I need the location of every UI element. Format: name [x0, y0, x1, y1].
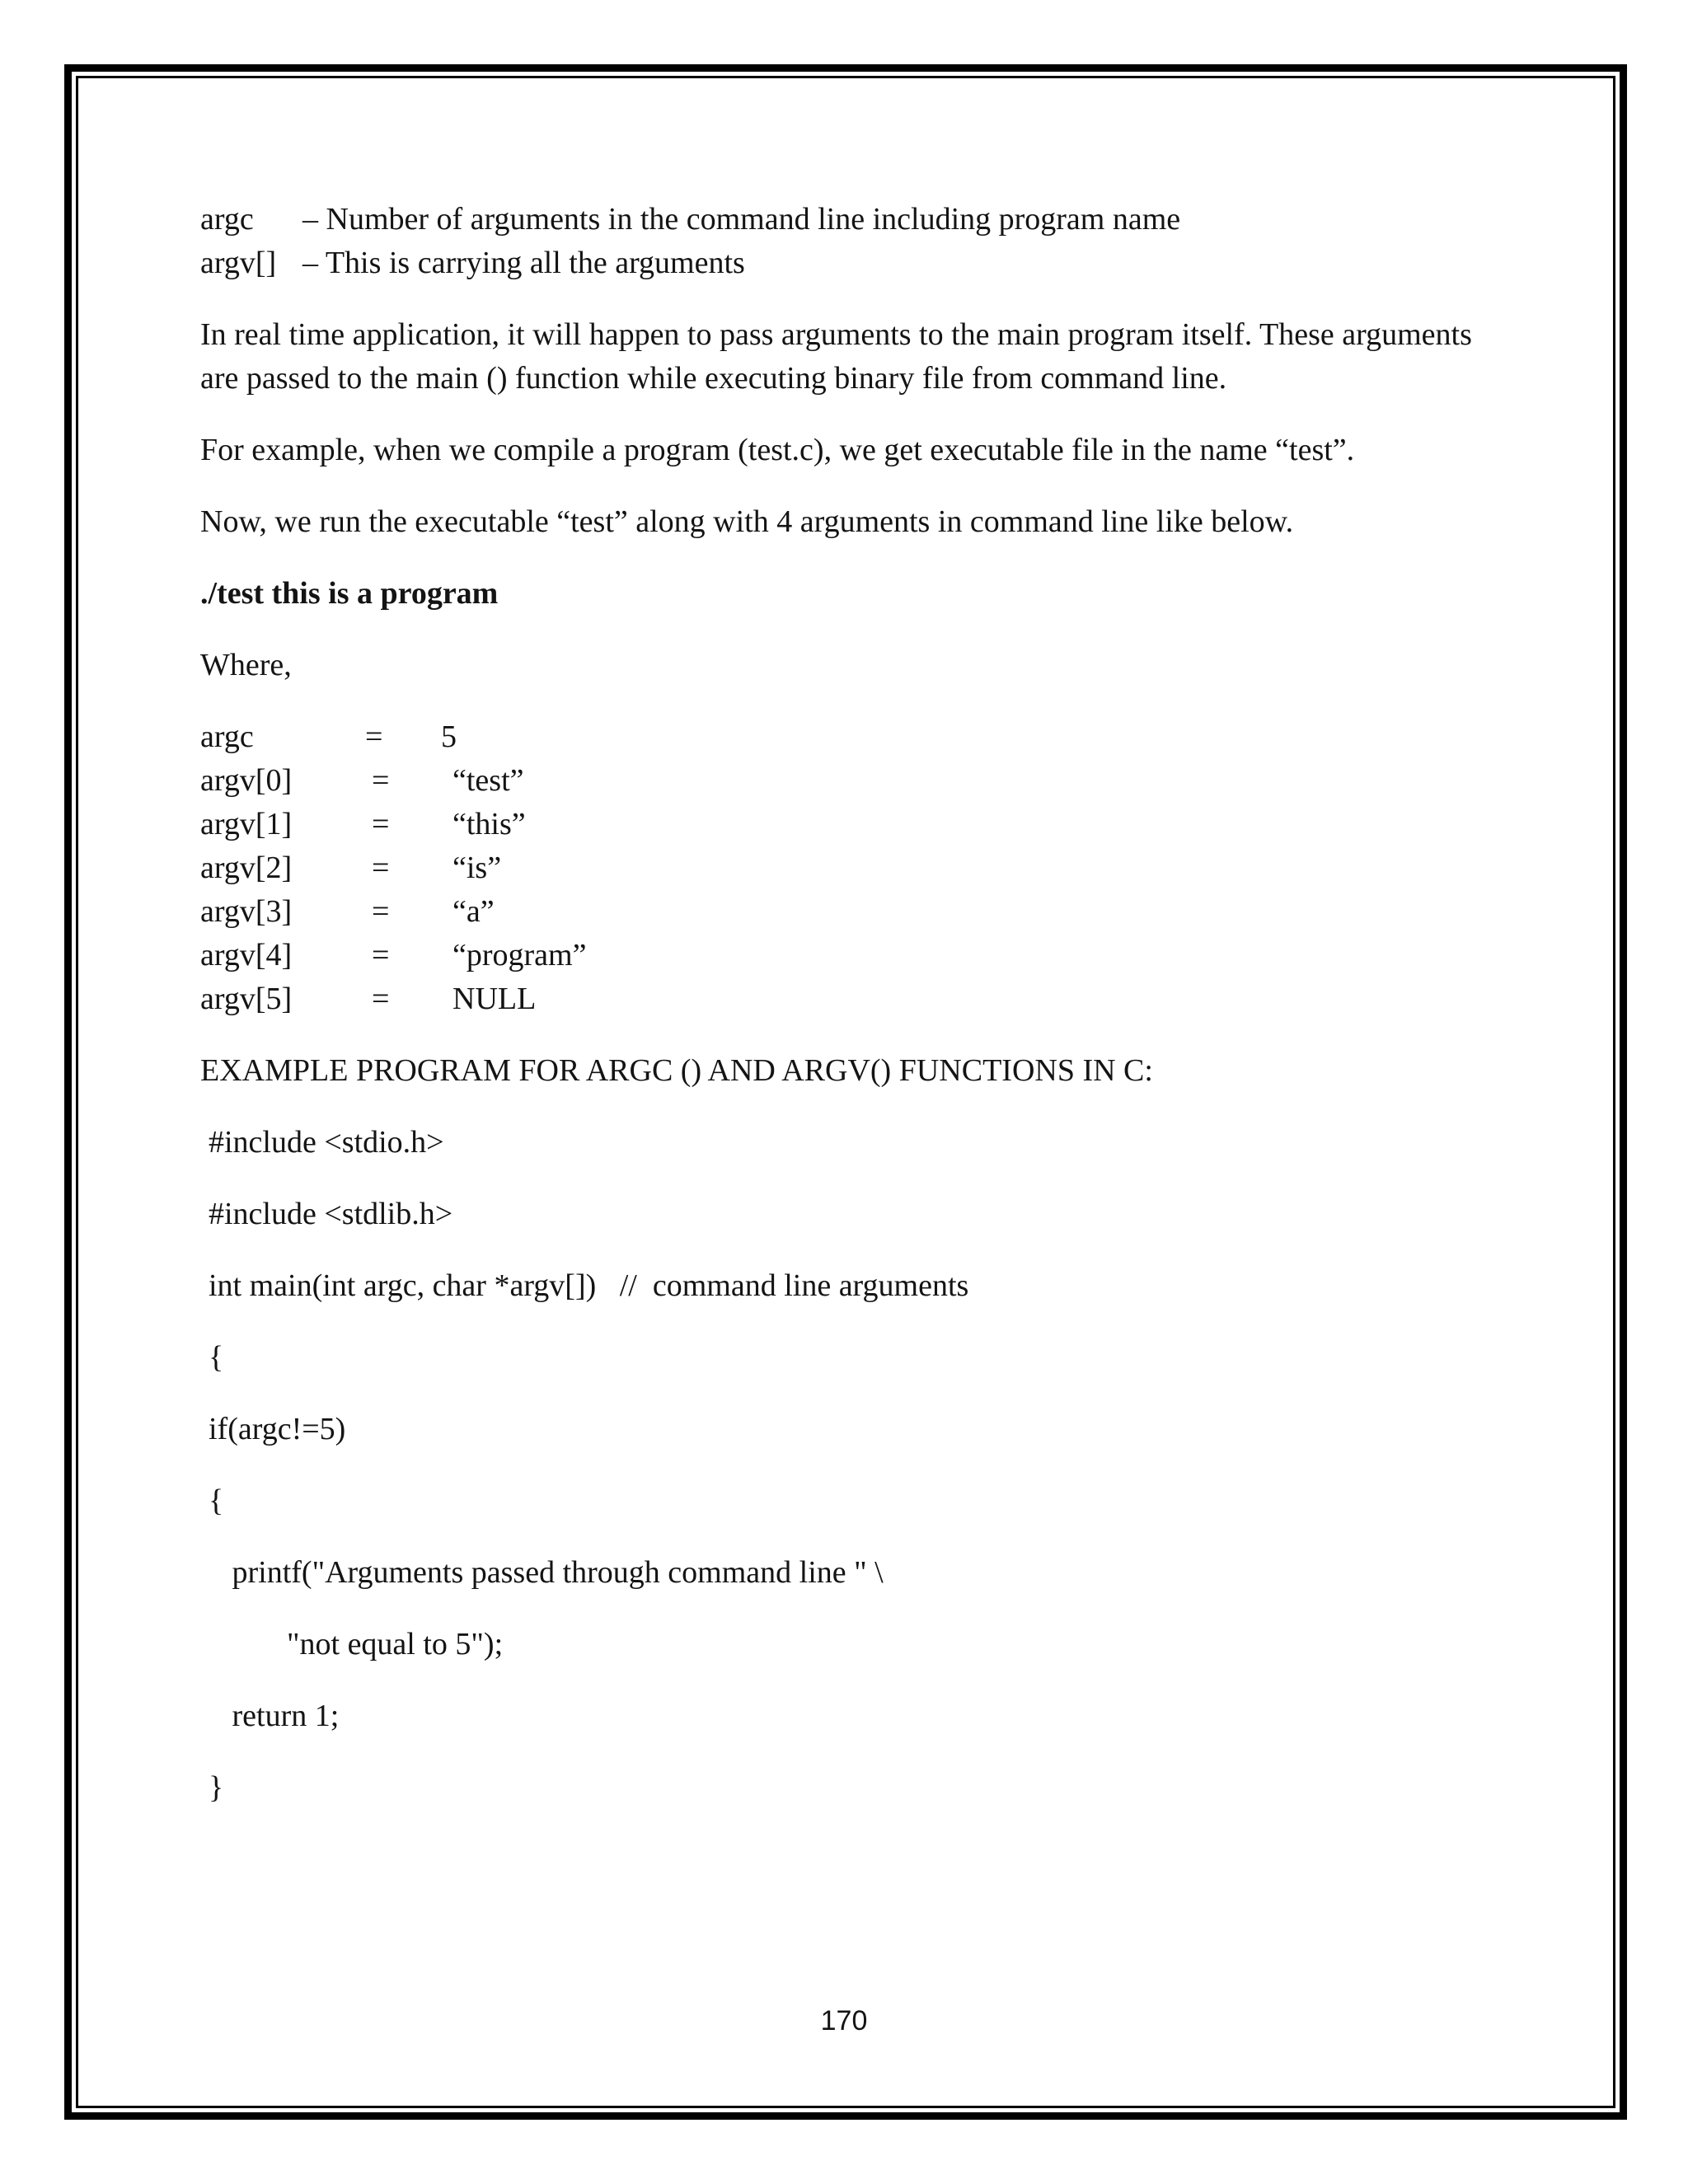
where-label: Where, [200, 648, 292, 682]
assignment-row [200, 803, 1486, 846]
paragraph: In real time application, it will happen to pass arguments to the main program itself. These arguments are passed to the main () function while executing binary file from command line. [200, 317, 1472, 396]
assignment-name: argv[2] [200, 851, 293, 885]
assignment-value: “test” [452, 763, 524, 798]
assignment-list [200, 715, 1486, 1021]
assignment-equals: = [372, 851, 390, 885]
assignment-name: argv[4] [200, 938, 293, 972]
page-number: 170 [820, 2005, 868, 2036]
document-content [200, 198, 1486, 1838]
code-line: if(argc!=5) [209, 1412, 346, 1446]
paragraph: For example, when we compile a program (test.c), we get executable file in the name “test”. [200, 433, 1355, 467]
assignment-name: argc [200, 719, 254, 754]
definition-row [200, 241, 1486, 285]
assignment-row [200, 759, 1486, 803]
assignment-name: argv[5] [200, 982, 293, 1016]
definition-row [200, 198, 1486, 241]
code-line: #include <stdio.h> [209, 1125, 444, 1160]
assignment-row [200, 715, 1486, 759]
definition-desc: – This is carrying all the arguments [302, 246, 745, 280]
assignment-name: argv[1] [200, 807, 293, 841]
assignment-equals: = [365, 719, 383, 754]
command-example: ./test this is a program [200, 576, 499, 611]
assignment-value: NULL [452, 982, 537, 1016]
code-line: return 1; [209, 1699, 340, 1733]
code-line: { [209, 1340, 224, 1375]
example-heading: EXAMPLE PROGRAM FOR ARGC () AND ARGV() FUNCTIONS IN C: [200, 1053, 1153, 1088]
code-line: } [209, 1770, 224, 1805]
paragraph: Now, we run the executable “test” along with 4 arguments in command line like below. [200, 504, 1294, 539]
definition-list [200, 198, 1486, 285]
code-block [209, 1121, 1486, 1838]
definition-desc: – Number of arguments in the command line including program name [302, 202, 1181, 237]
assignment-equals: = [372, 894, 390, 929]
assignment-row [200, 934, 1486, 977]
assignment-row [200, 890, 1486, 934]
assignment-equals: = [372, 938, 390, 972]
assignment-equals: = [372, 807, 390, 841]
assignment-name: argv[0] [200, 763, 293, 798]
definition-term: argv[] [200, 246, 277, 280]
code-line: { [209, 1483, 224, 1518]
assignment-row [200, 977, 1486, 1021]
code-line: int main(int argc, char *argv[]) // command line arguments [209, 1268, 969, 1303]
assignment-equals: = [372, 763, 390, 798]
assignment-value: 5 [441, 719, 457, 754]
assignment-value: “is” [452, 851, 502, 885]
assignment-value: “a” [452, 894, 495, 929]
assignment-value: “program” [452, 938, 587, 972]
assignment-value: “this” [452, 807, 526, 841]
assignment-equals: = [372, 982, 390, 1016]
assignment-name: argv[3] [200, 894, 293, 929]
code-line: #include <stdlib.h> [209, 1197, 453, 1231]
code-line: printf("Arguments passed through command line " \ [209, 1555, 884, 1590]
code-line: "not equal to 5"); [209, 1627, 504, 1661]
assignment-row [200, 846, 1486, 890]
definition-term: argc [200, 202, 254, 237]
